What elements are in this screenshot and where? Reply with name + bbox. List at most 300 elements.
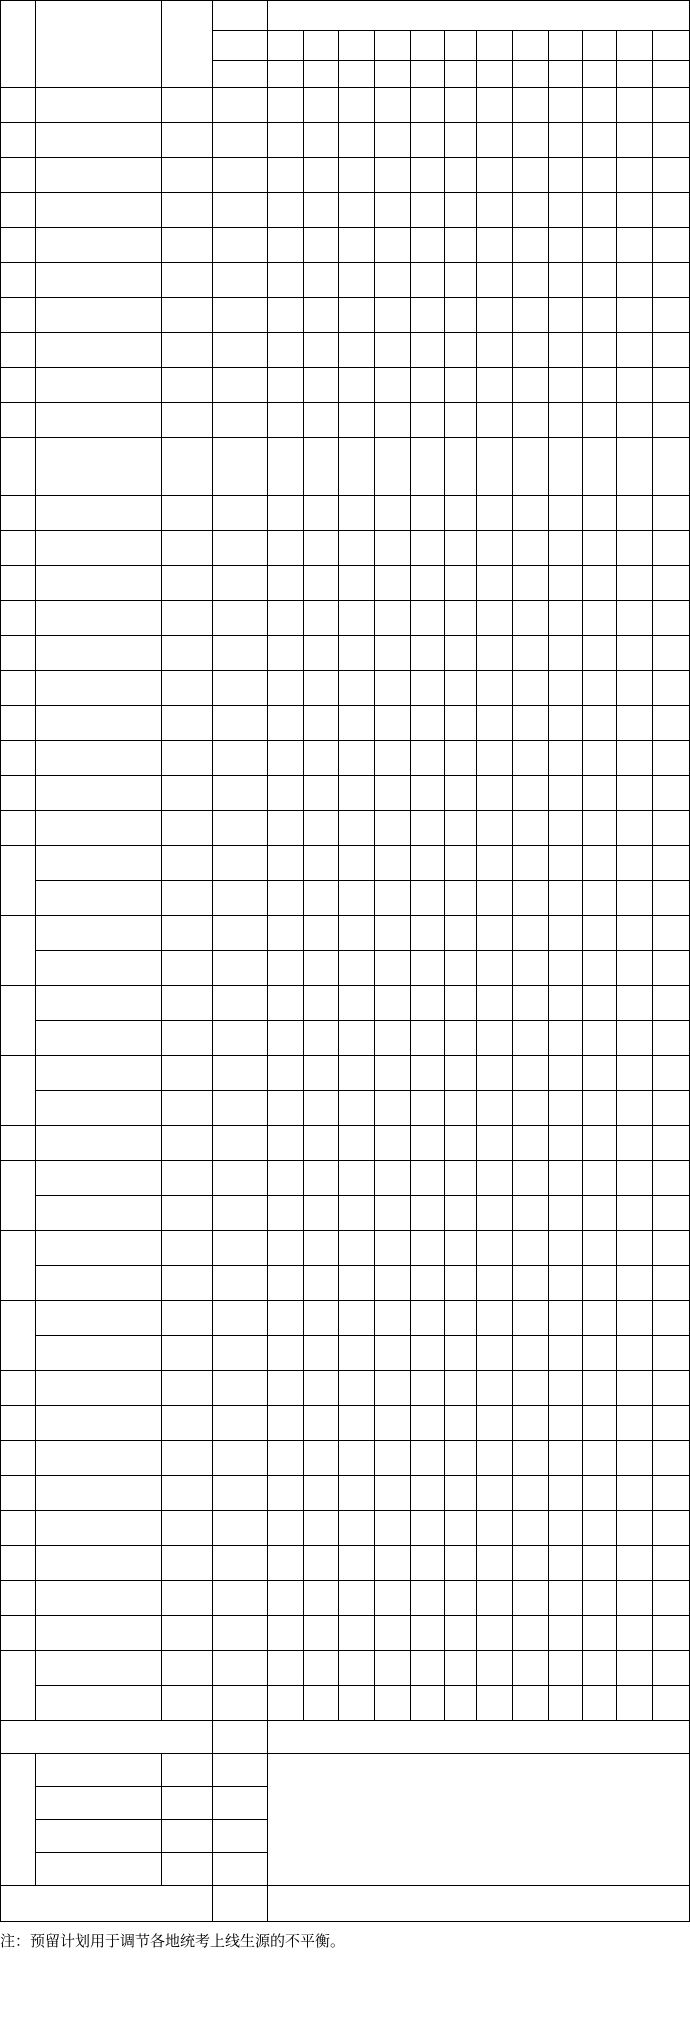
row-category <box>162 951 213 986</box>
row-province-value <box>445 298 477 333</box>
row-province-value <box>513 916 549 951</box>
row-major <box>36 1371 162 1406</box>
row-province-value <box>339 298 375 333</box>
row-province-value <box>653 263 690 298</box>
header-province <box>583 31 617 61</box>
row-category <box>162 986 213 1021</box>
row-plan <box>213 438 268 496</box>
row-plan <box>213 881 268 916</box>
row-province-value <box>375 1161 411 1196</box>
row-province-value <box>445 706 477 741</box>
row-province-value <box>617 1476 653 1511</box>
row-category <box>162 1686 213 1721</box>
row-province-value <box>549 403 583 438</box>
row-province-value <box>477 193 513 228</box>
row-province-value <box>653 1091 690 1126</box>
row-province-value <box>513 951 549 986</box>
row-province-value <box>268 881 304 916</box>
row-plan <box>213 158 268 193</box>
row-province-value <box>304 951 339 986</box>
row-province-value <box>653 368 690 403</box>
row-province-value <box>339 496 375 531</box>
row-province-value <box>477 1056 513 1091</box>
header-province-total <box>375 61 411 88</box>
row-province-value <box>339 811 375 846</box>
row-plan <box>213 1546 268 1581</box>
row-province-value <box>549 741 583 776</box>
row-province-value <box>445 333 477 368</box>
row-province-value <box>617 1686 653 1721</box>
row-province-value <box>339 1371 375 1406</box>
row-province-value <box>411 1371 445 1406</box>
row-province-value <box>513 1126 549 1161</box>
row-province-value <box>375 776 411 811</box>
row-province-value <box>339 1056 375 1091</box>
row-province-value <box>411 1021 445 1056</box>
row-province-value <box>549 1021 583 1056</box>
row-seq <box>0 986 36 1056</box>
total-blank <box>268 1886 690 1922</box>
row-province-value <box>268 566 304 601</box>
row-province-value <box>445 846 477 881</box>
row-major <box>36 1441 162 1476</box>
row-province-value <box>445 776 477 811</box>
row-province-value <box>411 986 445 1021</box>
row-seq <box>0 776 36 811</box>
row-province-value <box>513 706 549 741</box>
row-province-value <box>513 1651 549 1686</box>
row-province-value <box>445 636 477 671</box>
row-province-value <box>445 1336 477 1371</box>
header-province <box>375 31 411 61</box>
row-province-value <box>549 123 583 158</box>
row-province-value <box>617 1196 653 1231</box>
row-major <box>36 1126 162 1161</box>
row-province-value <box>549 951 583 986</box>
row-province-value <box>304 671 339 706</box>
minority-category <box>162 1754 213 1787</box>
row-province-value <box>304 916 339 951</box>
row-major <box>36 1511 162 1546</box>
row-province-value <box>268 1616 304 1651</box>
row-category <box>162 636 213 671</box>
row-province-value <box>477 1441 513 1476</box>
row-plan <box>213 193 268 228</box>
row-major <box>36 881 162 916</box>
row-province-value <box>477 263 513 298</box>
row-category <box>162 1406 213 1441</box>
row-province-value <box>477 1476 513 1511</box>
minority-major <box>36 1853 162 1886</box>
row-province-value <box>445 1266 477 1301</box>
row-province-value <box>583 438 617 496</box>
row-province-value <box>513 1546 549 1581</box>
header-province-total <box>339 61 375 88</box>
row-province-value <box>549 881 583 916</box>
row-plan <box>213 531 268 566</box>
row-province-value <box>477 986 513 1021</box>
row-province-value <box>477 1616 513 1651</box>
row-province-value <box>339 1336 375 1371</box>
row-plan <box>213 671 268 706</box>
row-province-value <box>375 438 411 496</box>
row-seq <box>0 1616 36 1651</box>
header-province <box>411 31 445 61</box>
row-province-value <box>549 1336 583 1371</box>
row-province-value <box>583 496 617 531</box>
row-province-value <box>411 1336 445 1371</box>
row-province-value <box>445 403 477 438</box>
row-province-value <box>445 1091 477 1126</box>
row-province-value <box>513 1511 549 1546</box>
row-province-value <box>549 1126 583 1161</box>
header-plan-sub <box>213 31 268 61</box>
row-category <box>162 88 213 123</box>
row-province-value <box>304 1336 339 1371</box>
row-province-value <box>411 1161 445 1196</box>
row-major <box>36 123 162 158</box>
row-province-value <box>583 1651 617 1686</box>
row-category <box>162 158 213 193</box>
row-province-value <box>445 158 477 193</box>
row-province-value <box>268 228 304 263</box>
row-province-value <box>268 1231 304 1266</box>
row-province-value <box>268 403 304 438</box>
row-province-value <box>445 368 477 403</box>
row-province-value <box>268 88 304 123</box>
row-province-value <box>411 1616 445 1651</box>
row-major <box>36 1301 162 1336</box>
row-province-value <box>617 403 653 438</box>
row-province-value <box>411 881 445 916</box>
row-plan <box>213 263 268 298</box>
row-province-value <box>375 951 411 986</box>
row-province-value <box>513 1371 549 1406</box>
row-category <box>162 1056 213 1091</box>
row-major <box>36 1546 162 1581</box>
row-province-value <box>339 846 375 881</box>
row-major <box>36 88 162 123</box>
row-province-value <box>304 298 339 333</box>
row-province-value <box>617 741 653 776</box>
row-major <box>36 846 162 881</box>
row-province-value <box>477 1126 513 1161</box>
row-province-value <box>268 1021 304 1056</box>
row-province-value <box>513 1196 549 1231</box>
row-province-value <box>445 1616 477 1651</box>
row-province-value <box>339 1476 375 1511</box>
row-province-value <box>375 1126 411 1161</box>
row-province-value <box>339 951 375 986</box>
row-province-value <box>411 1686 445 1721</box>
row-province-value <box>477 1406 513 1441</box>
row-province-value <box>549 986 583 1021</box>
row-major <box>36 1196 162 1231</box>
row-plan <box>213 601 268 636</box>
row-major <box>36 1266 162 1301</box>
row-province-value <box>411 1231 445 1266</box>
row-plan <box>213 1511 268 1546</box>
row-province-value <box>583 88 617 123</box>
row-category <box>162 403 213 438</box>
row-province-value <box>445 1476 477 1511</box>
row-province-value <box>411 531 445 566</box>
header-province-total <box>583 61 617 88</box>
row-province-value <box>268 1091 304 1126</box>
row-province-value <box>583 1161 617 1196</box>
row-province-value <box>477 1651 513 1686</box>
row-province-value <box>268 706 304 741</box>
row-province-value <box>513 368 549 403</box>
row-province-value <box>583 1406 617 1441</box>
minority-major <box>36 1754 162 1787</box>
row-province-value <box>375 228 411 263</box>
row-category <box>162 881 213 916</box>
row-province-value <box>445 438 477 496</box>
row-province-value <box>653 881 690 916</box>
row-province-value <box>549 1301 583 1336</box>
row-major <box>36 1161 162 1196</box>
header-province-total <box>445 61 477 88</box>
row-seq <box>0 741 36 776</box>
row-province-value <box>583 1546 617 1581</box>
row-province-value <box>549 1196 583 1231</box>
row-province-value <box>477 88 513 123</box>
row-province-value <box>617 123 653 158</box>
row-plan <box>213 1441 268 1476</box>
row-province-value <box>617 1371 653 1406</box>
row-province-value <box>477 496 513 531</box>
row-province-value <box>304 1371 339 1406</box>
row-plan <box>213 333 268 368</box>
row-major <box>36 1581 162 1616</box>
row-major <box>36 986 162 1021</box>
row-province-value <box>445 566 477 601</box>
row-province-value <box>513 158 549 193</box>
row-province-value <box>304 846 339 881</box>
row-province-value <box>304 741 339 776</box>
row-province-value <box>653 1686 690 1721</box>
row-category <box>162 1266 213 1301</box>
row-province-value <box>513 776 549 811</box>
row-province-value <box>304 1686 339 1721</box>
row-province-value <box>411 741 445 776</box>
row-province-value <box>653 986 690 1021</box>
row-seq <box>0 1231 36 1301</box>
row-province-value <box>549 1161 583 1196</box>
row-plan <box>213 916 268 951</box>
row-province-value <box>375 1686 411 1721</box>
row-seq <box>0 438 36 496</box>
row-province-value <box>304 811 339 846</box>
row-province-value <box>375 601 411 636</box>
row-province-value <box>617 1091 653 1126</box>
row-province-value <box>411 566 445 601</box>
row-province-value <box>617 531 653 566</box>
row-province-value <box>549 298 583 333</box>
row-seq <box>0 531 36 566</box>
row-province-value <box>339 193 375 228</box>
minority-category <box>162 1820 213 1853</box>
row-province-value <box>617 706 653 741</box>
row-province-value <box>268 1336 304 1371</box>
row-province-value <box>477 438 513 496</box>
row-province-value <box>304 1266 339 1301</box>
row-province-value <box>513 1266 549 1301</box>
row-category <box>162 706 213 741</box>
row-province-value <box>411 846 445 881</box>
row-seq <box>0 916 36 986</box>
row-province-value <box>304 531 339 566</box>
row-plan <box>213 741 268 776</box>
row-province-value <box>339 741 375 776</box>
row-province-value <box>617 566 653 601</box>
row-province-value <box>411 403 445 438</box>
row-province-value <box>411 776 445 811</box>
row-province-value <box>477 671 513 706</box>
row-plan <box>213 811 268 846</box>
row-province-value <box>304 1616 339 1651</box>
row-province-value <box>339 333 375 368</box>
row-seq <box>0 88 36 123</box>
row-province-value <box>268 846 304 881</box>
row-province-value <box>268 1196 304 1231</box>
row-category <box>162 1126 213 1161</box>
row-province-value <box>339 1616 375 1651</box>
row-category <box>162 298 213 333</box>
row-province-value <box>445 1511 477 1546</box>
row-province-value <box>268 298 304 333</box>
row-province-value <box>477 951 513 986</box>
row-province-value <box>268 916 304 951</box>
row-seq <box>0 333 36 368</box>
row-province-value <box>513 88 549 123</box>
row-province-value <box>653 1336 690 1371</box>
row-province-value <box>339 1546 375 1581</box>
row-province-value <box>445 1406 477 1441</box>
row-province-value <box>583 123 617 158</box>
row-province-value <box>304 776 339 811</box>
row-province-value <box>304 1021 339 1056</box>
row-province-value <box>513 531 549 566</box>
row-province-value <box>445 88 477 123</box>
row-province-value <box>268 1301 304 1336</box>
row-major <box>36 438 162 496</box>
header-province <box>549 31 583 61</box>
row-province-value <box>653 846 690 881</box>
row-seq <box>0 566 36 601</box>
row-province-value <box>583 741 617 776</box>
row-province-value <box>583 776 617 811</box>
row-province-value <box>477 741 513 776</box>
row-province-value <box>477 531 513 566</box>
minority-major <box>36 1787 162 1820</box>
row-province-value <box>304 1196 339 1231</box>
minority-category <box>162 1853 213 1886</box>
row-province-value <box>653 438 690 496</box>
header-province-total <box>513 61 549 88</box>
row-province-value <box>339 776 375 811</box>
row-major <box>36 671 162 706</box>
row-province-value <box>653 776 690 811</box>
row-province-value <box>617 1126 653 1161</box>
row-province-value <box>411 1091 445 1126</box>
row-province-value <box>549 1581 583 1616</box>
row-province-value <box>653 671 690 706</box>
row-province-value <box>513 1336 549 1371</box>
row-province-value <box>477 601 513 636</box>
row-province-value <box>653 601 690 636</box>
row-province-value <box>268 776 304 811</box>
row-province-value <box>411 601 445 636</box>
row-province-value <box>411 951 445 986</box>
row-province-value <box>375 1056 411 1091</box>
row-province-value <box>653 228 690 263</box>
row-province-value <box>513 228 549 263</box>
row-province-value <box>549 671 583 706</box>
row-province-value <box>445 228 477 263</box>
row-seq <box>0 1056 36 1126</box>
row-province-value <box>268 158 304 193</box>
row-seq <box>0 1406 36 1441</box>
row-plan <box>213 1266 268 1301</box>
row-category <box>162 1581 213 1616</box>
row-plan <box>213 403 268 438</box>
row-province-value <box>339 601 375 636</box>
row-seq <box>0 1301 36 1371</box>
row-province-value <box>513 1616 549 1651</box>
row-province-value <box>268 193 304 228</box>
header-province-total <box>617 61 653 88</box>
row-province-value <box>477 1231 513 1266</box>
row-province-value <box>268 1126 304 1161</box>
row-province-value <box>375 811 411 846</box>
row-province-value <box>653 298 690 333</box>
row-province-value <box>617 916 653 951</box>
row-seq <box>0 228 36 263</box>
row-province-value <box>549 566 583 601</box>
row-province-value <box>375 1371 411 1406</box>
row-province-value <box>268 951 304 986</box>
row-seq <box>0 1581 36 1616</box>
row-category <box>162 368 213 403</box>
row-province-value <box>653 1266 690 1301</box>
row-province-value <box>653 1021 690 1056</box>
row-province-value <box>477 1091 513 1126</box>
row-plan <box>213 1476 268 1511</box>
row-province-value <box>549 1371 583 1406</box>
row-province-value <box>513 601 549 636</box>
row-province-value <box>477 123 513 158</box>
row-province-value <box>304 1546 339 1581</box>
row-province-value <box>375 566 411 601</box>
row-province-value <box>617 333 653 368</box>
row-province-value <box>617 438 653 496</box>
row-province-value <box>583 1441 617 1476</box>
row-province-value <box>513 496 549 531</box>
row-province-value <box>653 566 690 601</box>
row-seq <box>0 1441 36 1476</box>
row-province-value <box>268 368 304 403</box>
row-province-value <box>304 193 339 228</box>
row-category <box>162 1301 213 1336</box>
row-province-value <box>268 636 304 671</box>
row-category <box>162 671 213 706</box>
row-major <box>36 1021 162 1056</box>
row-province-value <box>411 1196 445 1231</box>
row-category <box>162 438 213 496</box>
row-province-value <box>375 263 411 298</box>
